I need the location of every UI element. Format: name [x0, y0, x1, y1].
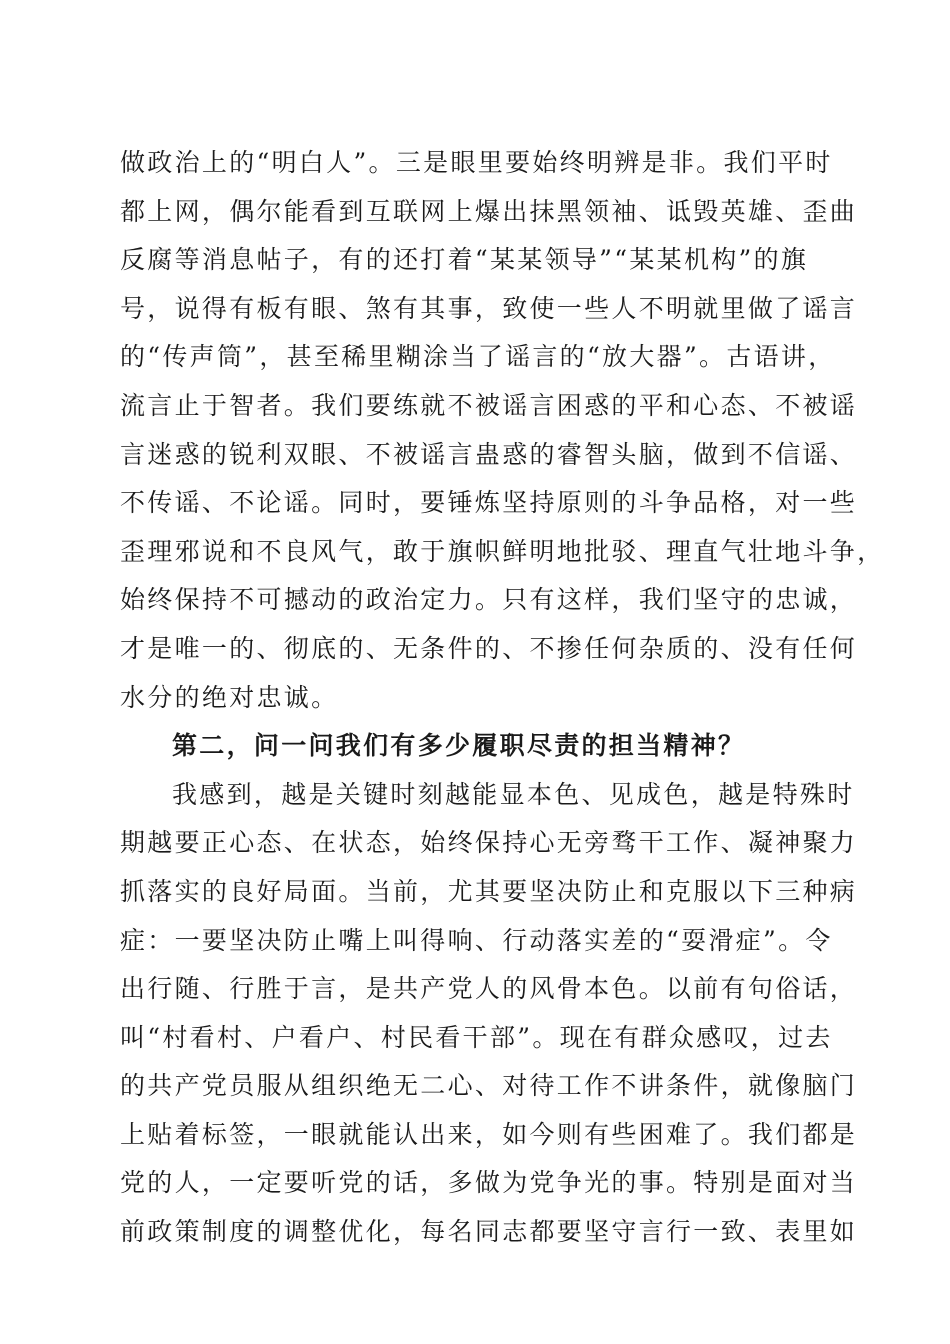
text-line: 做政治上的“明白人”。三是眼里要始终明辨是非。我们平时 [120, 148, 833, 177]
section-heading: 第二，问一问我们有多少履职尽责的担当精神？ [172, 731, 746, 761]
text-line: 的共产党员服从组织绝无二心、对待工作不讲条件，就像脑门 [120, 1071, 858, 1101]
text-line: 的“传声筒”，甚至稀里糊涂当了谣言的“放大器”。古语讲， [120, 342, 836, 372]
text-line: 上贴着标签，一眼就能认出来，如今则有些困难了。我们都是 [120, 1119, 858, 1149]
paragraph-first-line: 我感到，越是关键时刻越能显本色、见成色，越是特殊时 [172, 779, 855, 809]
text-line: 歪理邪说和不良风气，敢于旗帜鲜明地批驳、理直气壮地斗争， [120, 536, 885, 566]
text-line: 始终保持不可撼动的政治定力。只有这样，我们坚守的忠诚， [120, 585, 858, 615]
text-line: 号，说得有板有眼、煞有其事，致使一些人不明就里做了谣言 [120, 293, 858, 323]
text-line: 不传谣、不论谣。同时，要锤炼坚持原则的斗争品格，对一些 [120, 488, 858, 518]
text-line: 都上网，偶尔能看到互联网上爆出抹黑领袖、诋毁英雄、歪曲 [120, 196, 858, 226]
text-line: 前政策制度的调整优化，每名同志都要坚守言行一致、表里如 [120, 1217, 858, 1247]
text-line: 水分的绝对忠诚。 [120, 682, 339, 712]
text-line: 反腐等消息帖子，有的还打着“某某领导”“某某机构”的旗 [120, 245, 809, 275]
text-line: 期越要正心态、在状态，始终保持心无旁骛干工作、凝神聚力 [120, 828, 858, 858]
text-line: 流言止于智者。我们要练就不被谣言困惑的平和心态、不被谣 [120, 390, 858, 420]
text-line: 叫“村看村、户看户、村民看干部”。现在有群众感叹，过去 [120, 1022, 833, 1052]
text-line: 党的人，一定要听党的话，多做为党争光的事。特别是面对当 [120, 1168, 858, 1198]
text-line: 症：一要坚决防止嘴上叫得响、行动落实差的“耍滑症”。令 [120, 925, 833, 955]
text-line: 出行随、行胜于言，是共产党人的风骨本色。以前有句俗话， [120, 974, 858, 1004]
text-line: 抓落实的良好局面。当前，尤其要坚决防止和克服以下三种病 [120, 876, 858, 906]
document-body [120, 139, 885, 1257]
text-line: 才是唯一的、彻底的、无条件的、不掺任何杂质的、没有任何 [120, 633, 858, 663]
text-line: 言迷惑的锐利双眼、不被谣言蛊惑的睿智头脑，做到不信谣、 [120, 439, 858, 469]
